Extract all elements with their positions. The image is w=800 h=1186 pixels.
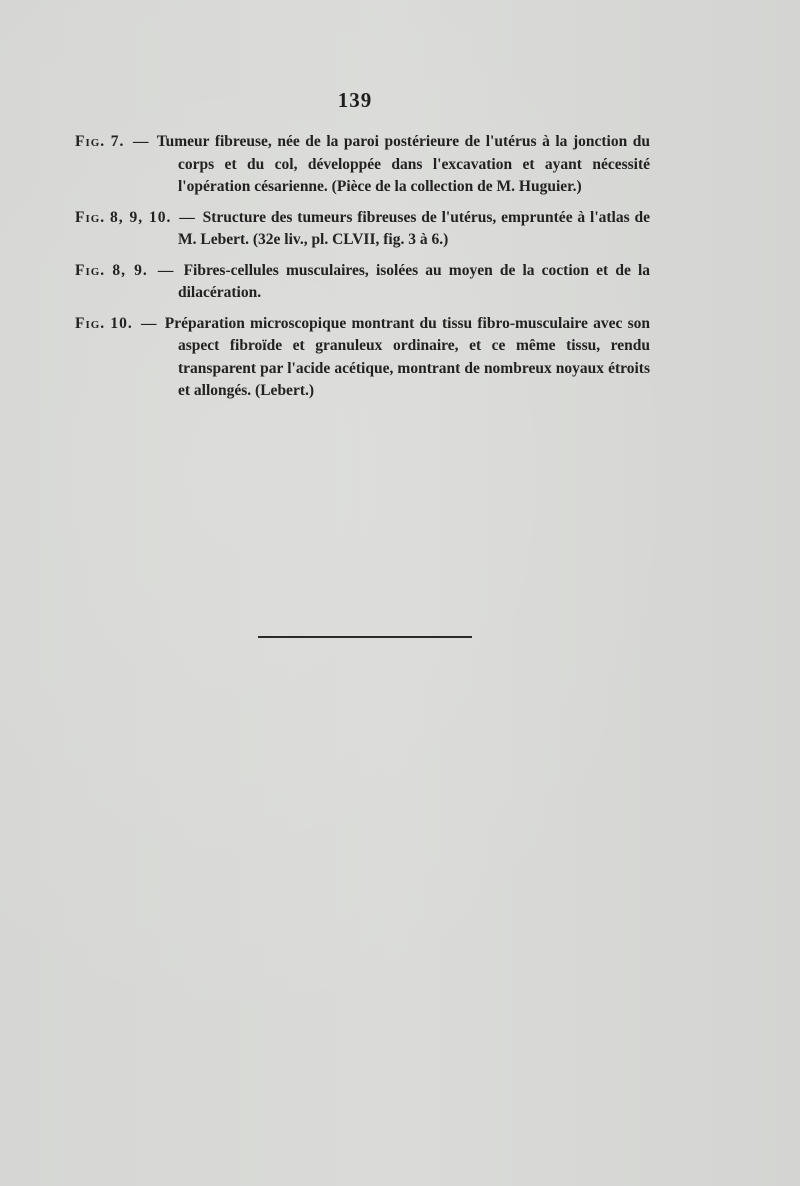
caption-dash: — <box>157 261 174 279</box>
caption-label: Fig. <box>75 314 106 332</box>
caption-text: Fibres-cellules musculaires, isolées au moyen de la coction et de la dilacération. <box>178 261 651 301</box>
caption-dash: — <box>179 208 195 226</box>
caption-label: Fig. <box>75 208 106 226</box>
caption-dash: — <box>141 314 157 332</box>
caption-text: Tumeur fibreuse, née de la paroi postérieure de l'utérus à la jonction du corps et du col, développée dans l'excavation et ayant nécessité l'opération césarienne. (Pièce de la collection de M. Huguier.) <box>156 133 651 195</box>
caption-fig-8-9-10 <box>75 207 650 252</box>
caption-number: 10. <box>110 314 133 332</box>
caption-label: Fig. <box>75 133 106 150</box>
page-number: 139 <box>337 88 373 112</box>
caption-dash: — <box>132 133 149 150</box>
caption-fig-10 <box>75 313 650 403</box>
caption-number: 8, 9. <box>112 261 148 279</box>
caption-fig-7 <box>75 131 650 199</box>
caption-number: 8, 9, 10. <box>110 208 172 226</box>
caption-text: Préparation microscopique montrant du tissu fibro-musculaire avec son aspect fibroïde et granuleux ordinaire, et ce même tissu, rendu transparent par l'acide acétique, montrant de nombreux noyaux étroits et allongés. (Lebert.) <box>164 314 651 399</box>
caption-label: Fig. <box>75 261 106 279</box>
horizontal-rule <box>258 636 472 638</box>
figure-captions <box>75 131 650 411</box>
caption-number: 7. <box>110 133 125 150</box>
caption-text: Structure des tumeurs fibreuses de l'utérus, empruntée à l'atlas de M. Lebert. (32e liv., pl. CLVII, fig. 3 à 6.) <box>178 208 651 248</box>
caption-fig-8-9 <box>75 260 650 305</box>
